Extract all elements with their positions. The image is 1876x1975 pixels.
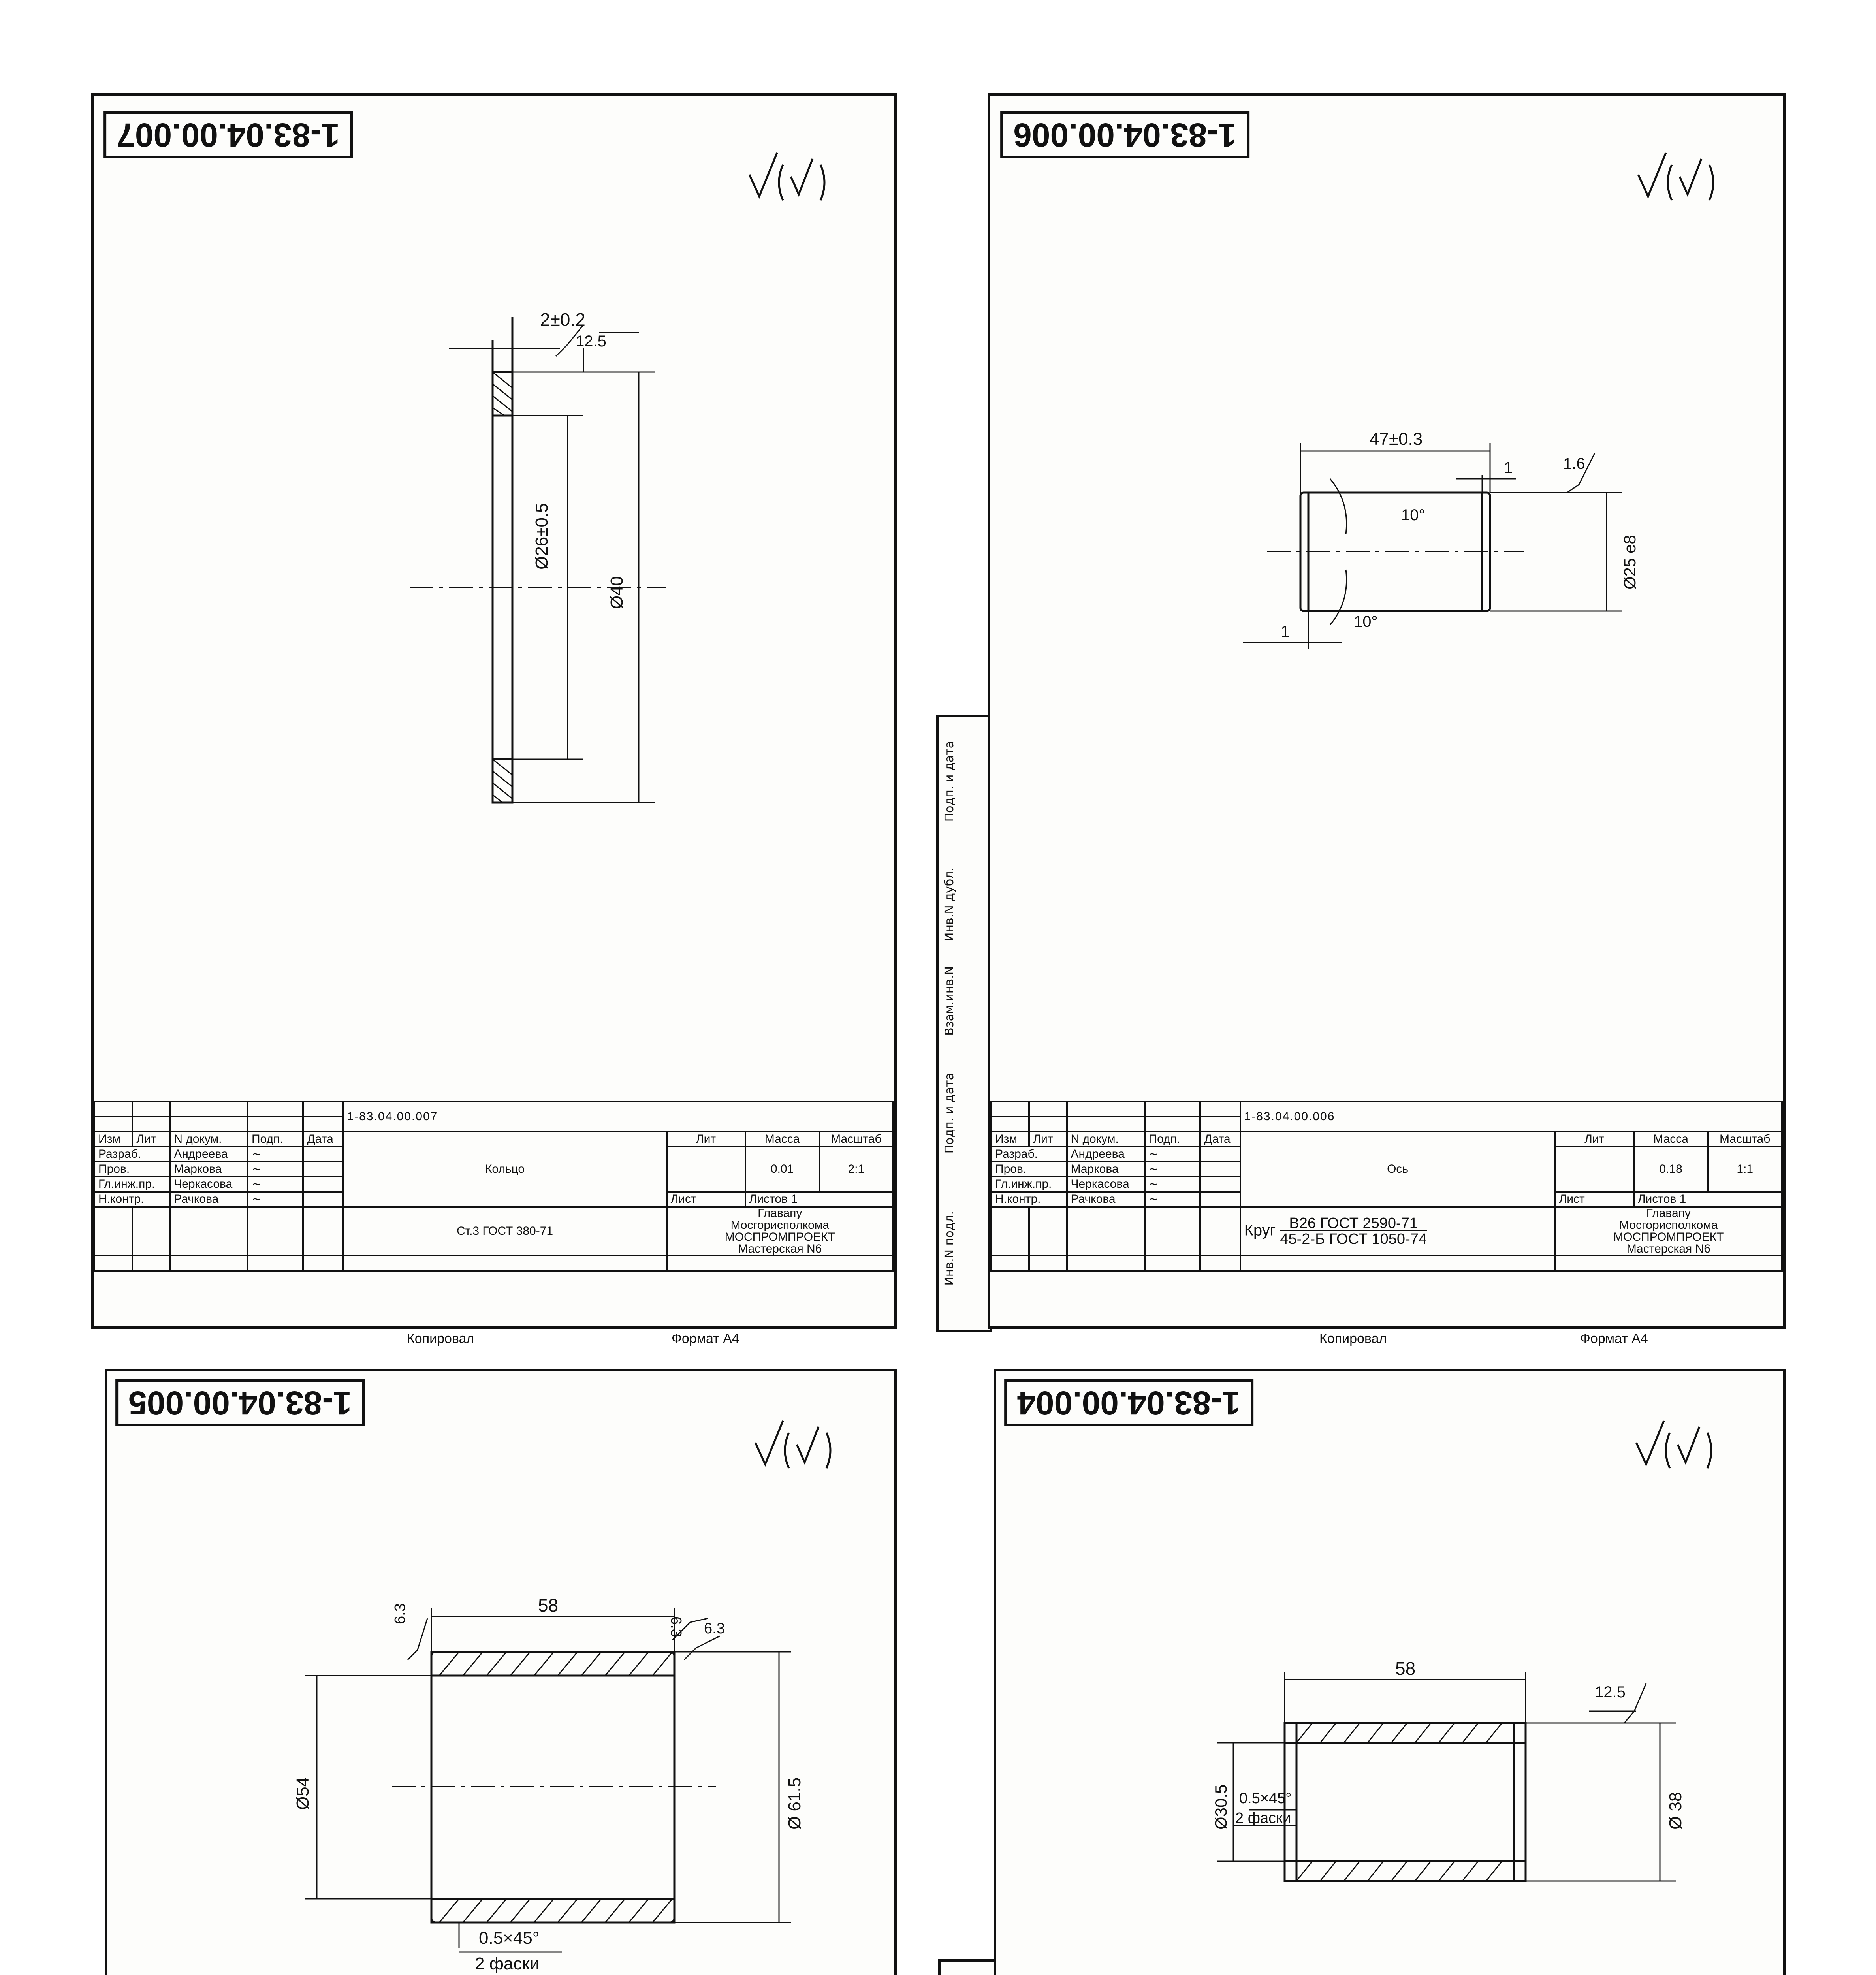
signature: ~ [248,1162,303,1177]
signature: ~ [248,1177,303,1192]
dim-inner-diameter: Ø54 [293,1777,312,1810]
role-nkontr: Н.контр. [991,1192,1067,1207]
axis-part [1243,443,1622,649]
mass-value: 0.18 [1634,1147,1708,1192]
role-prov: Пров. [94,1162,170,1177]
material [1240,1207,1555,1256]
role-razrab: Разраб. [94,1147,170,1162]
roughness-symbol [1636,1421,1711,1468]
drawing-vtulka-2 [996,1371,1783,1975]
organization [1555,1207,1782,1256]
col-sheets: Листов 1 [1634,1192,1782,1207]
role-gip: Гл.инж.пр. [991,1177,1067,1192]
person: Андреева [170,1147,248,1162]
person: Рачкова [170,1192,248,1207]
dim-inner-diameter: Ø26±0.5 [532,503,551,570]
role-gip: Гл.инж.пр. [94,1177,170,1192]
drawing-os [990,96,1783,1083]
material-prefix: Круг [1244,1221,1276,1239]
roughness-symbol [755,1421,830,1468]
side-label: Взам.инв.N [943,966,956,1036]
roughness-note-2: 6.3 [668,1616,684,1637]
drawing-code: 1-83.04.00.006 [1240,1102,1782,1132]
signature: ~ [1145,1177,1200,1192]
col-sheets: Листов 1 [745,1192,894,1207]
drawing-sheet-005 [105,1369,897,1975]
dim-length: 47±0.3 [1370,429,1423,449]
mass-value: 0.01 [745,1147,819,1192]
part-name: Кольцо [343,1132,666,1207]
format-label: Формат А4 [672,1331,739,1346]
material-line: B26 ГОСТ 2590-71 [1289,1215,1418,1232]
signature: ~ [1145,1147,1200,1162]
hatching [439,1652,672,1922]
dim-chamfer: 0.5×45° [479,1928,540,1948]
organization [667,1207,893,1256]
sheet-stamp: 1-83.04.00.006 [1000,111,1249,158]
material-line: 45-2-Б ГОСТ 1050-74 [1280,1230,1427,1247]
side-label: Подп. и дата [943,741,956,822]
org-line: Главапу [1646,1207,1691,1220]
org-line: Мосгорисполкома [1619,1219,1718,1232]
drawing-code: 1-83.04.00.007 [343,1102,893,1132]
person: Черкасова [1067,1177,1145,1192]
col-scale: Масштаб [1708,1132,1782,1147]
drawing-sheet-007 [91,93,897,1329]
col-lit: Лит [1029,1132,1067,1147]
col-sheet: Лист [667,1192,745,1207]
signature: ~ [1145,1162,1200,1177]
col-sign: Подп. [1145,1132,1200,1147]
drawing-kolco [94,96,894,1083]
side-stamp-top [936,715,992,1332]
format-label: Формат А4 [1580,1331,1648,1346]
signature: ~ [1145,1192,1200,1207]
org-line: Мосгорисполкома [730,1219,830,1232]
col-lit2: Лит [667,1132,745,1147]
dim-diameter: Ø25 e8 [1620,535,1639,589]
dim-roughness: 1.6 [1563,455,1585,472]
drawing-sheet-004 [994,1369,1786,1975]
sheet-stamp: 1-83.04.00.007 [103,111,353,158]
role-razrab: Разраб. [991,1147,1067,1162]
org-line: Мастерская N6 [1626,1242,1710,1255]
col-sign: Подп. [248,1132,303,1147]
dim-inner-diameter: Ø30.5 [1212,1784,1230,1830]
roughness-symbol [749,153,824,200]
person: Черкасова [170,1177,248,1192]
dim-outer-diameter: Ø40 [607,576,627,609]
dim-outer-diameter: Ø 61.5 [785,1777,804,1830]
dim-chamfer-count: 2 фаски [1235,1810,1291,1826]
dim-length: 58 [538,1595,559,1616]
col-mass: Масса [745,1132,819,1147]
title-block [990,1101,1783,1272]
col-date: Дата [303,1132,343,1147]
col-scale: Масштаб [819,1132,893,1147]
copied-label: Копировал [1319,1331,1387,1346]
sheet-stamp: 1-83.04.00.004 [1004,1379,1253,1426]
org-line: МОСПРОМПРОЕКТ [1613,1230,1724,1243]
roughness-symbol [1638,153,1713,200]
col-doc: N докум. [1067,1132,1145,1147]
person: Рачкова [1067,1192,1145,1207]
dim-chamfer: 0.5×45° [1239,1790,1292,1807]
org-line: МОСПРОМПРОЕКТ [724,1230,835,1243]
side-label: Подп. и дата [943,1073,956,1154]
side-label: Инв.N подл. [943,1211,956,1286]
bushing-section [1217,1672,1676,1881]
person: Маркова [170,1162,248,1177]
role-nkontr: Н.контр. [94,1192,170,1207]
dim-length: 58 [1395,1658,1416,1679]
col-izm: Изм [991,1132,1029,1147]
org-line: Мастерская N6 [738,1242,822,1255]
dim-angle-bottom: 10° [1354,613,1378,630]
col-lit: Лит [132,1132,170,1147]
dim-angle-top: 10° [1401,506,1425,524]
dim-chamfer: 1 [1504,459,1513,476]
dim-chamfer-2: 1 [1281,623,1290,640]
signature: ~ [248,1192,303,1207]
sheet-stamp: 1-83.04.00.005 [115,1379,365,1426]
title-block [94,1101,894,1272]
side-label: Инв.N дубл. [943,867,956,941]
dim-width: 2±0.2 [540,309,585,330]
col-date: Дата [1200,1132,1240,1147]
col-izm: Изм [94,1132,132,1147]
col-doc: N докум. [170,1132,248,1147]
col-sheet: Лист [1555,1192,1634,1207]
side-stamp-bottom [938,1959,998,1975]
role-prov: Пров. [991,1162,1067,1177]
roughness-note-3: 6.3 [704,1620,725,1637]
drawing-vtulka-1 [107,1371,894,1975]
scale-value: 1:1 [1708,1147,1782,1192]
drawing-sheet-006 [988,93,1786,1329]
person: Андреева [1067,1147,1145,1162]
signature: ~ [248,1147,303,1162]
dim-roughness: 12.5 [576,333,606,350]
bushing-section [305,1608,791,1952]
roughness-note-1: 6.3 [392,1603,408,1624]
dim-chamfer-count: 2 фаски [475,1954,540,1973]
person: Маркова [1067,1162,1145,1177]
col-mass: Масса [1634,1132,1708,1147]
col-lit2: Лит [1555,1132,1634,1147]
copied-label: Копировал [407,1331,474,1346]
org-line: Главапу [758,1207,802,1220]
scale-value: 2:1 [819,1147,893,1192]
part-name: Ось [1240,1132,1555,1207]
material: Ст.3 ГОСТ 380-71 [343,1207,666,1256]
dim-outer-diameter: Ø 38 [1666,1792,1685,1830]
dim-roughness: 12.5 [1595,1683,1626,1701]
